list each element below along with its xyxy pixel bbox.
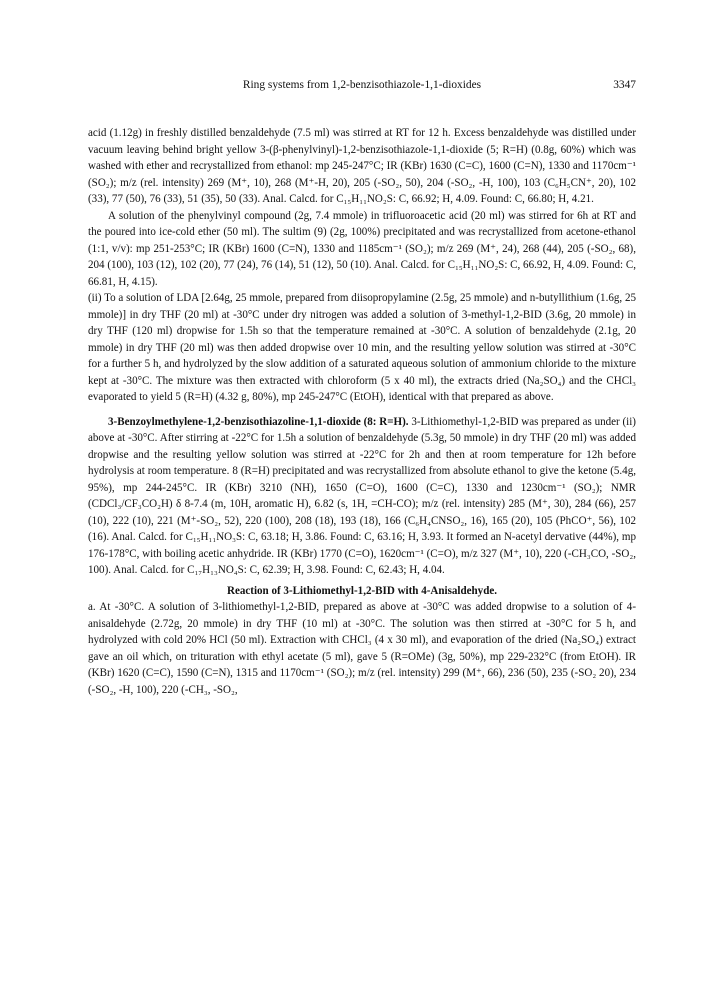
paragraph-benzoylmethylene: [88, 414, 636, 579]
subheading-anisaldehyde: Reaction of 3-Lithiomethyl-1,2-BID with 4-Anisaldehyde.: [226, 584, 498, 597]
paragraph-lda-method: (ii) To a solution of LDA [2.64g, 25 mmole, prepared from diisopropylamine (2.5g, 25 mmole) and n-butyllithium (1.6g, 25 mmole)] in dry THF (20 ml) at -30°C under dry nitrogen was added a solution of 3-methyl-1,2-BID (3.6g, 20 mmole) in dry THF (120 ml) dropwise for 1.5h so that the temperature remained at -30°C. A solution of benzaldehyde (2.1g, 20 mmole) in dry THF (20 ml) was then added dropwise over 10 min, and the resulting yellow solution was stirred at -30°C for a further 5 h, and hydrolyzed by the slow addition of a saturated aqueous solution of ammonium chloride to the mixture kept at -30°C. The mixture was then extracted with chloroform (5 x 40 ml), the extracts dried (Na₂SO₄) and the CHCl₃ evaporated to yield 5 (R=H) (4.32 g, 80%), mp 245-247°C (EtOH), identical with that prepared as above.: [88, 292, 636, 403]
article-body: [88, 125, 636, 698]
paragraph-anisaldehyde: a. At -30°C. A solution of 3-lithiomethyl-1,2-BID, prepared as above at -30°C was added dropwise to a solution of 4-anisaldehyde (2.72g, 20 mmole) in dry THF (10 ml) at -30°C. The solution was then stirred at -30°C for 5 h, and hydrolyzed with cold 20% HCl (50 ml). Extraction with CHCl₃ (4 x 30 ml), and evaporation of the dried (Na₂SO₄) extract gave an oil which, on trituration with ethyl acetate (5 ml), gave 5 (R=OMe) (3g, 50%), mp 229-232°C (from EtOH). IR (KBr) 1620 (C=C), 1590 (C=N), 1315 and 1170cm⁻¹ (SO₂); m/z (rel. intensity) 299 (M⁺, 66), 236 (50), 235 (-SO₂ 20), 234 (-SO₂, -H, 100), 220 (-CH₃, -SO₂,: [88, 601, 636, 696]
paragraph-phenylvinyl-prep: acid (1.12g) in freshly distilled benzaldehyde (7.5 ml) was stirred at RT for 12 h. Excess benzaldehyde was distilled under vacuum leaving behind bright yellow 3-(β-phenylvinyl)-1,2-benzisothiazole-1,1-dioxide (5; R=H) (0.8g, 60%) which was washed with ether and recrystallized from ethanol: mp 245-247°C; IR (KBr) 1630 (C=C), 1600 (C=N), 1330 and 1170cm⁻¹ (SO₂); m/z (rel. intensity) 269 (M⁺, 10), 268 (M⁺-H, 20), 205 (-SO₂, 50), 204 (-SO₂, -H, 100), 103 (C₆H₅CN⁺, 20), 102 (33), 77 (50), 76 (33), 51 (35), 50 (33). Anal. Calcd. for C₁₅H₁₁NO₂S: C, 66.92; H, 4.09. Found: C, 66.80; H, 4.21.: [88, 127, 636, 205]
running-title: Ring systems from 1,2-benzisothiazole-1,1-dioxides: [242, 79, 482, 91]
paragraph-benzoylmethylene-text: 3-Lithiomethyl-1,2-BID was prepared as under (ii) above at -30°C. After stirring at -22°C for 1.5h a solution of benzaldehyde (5.3g, 50 mmole) in dry THF (20 ml) was added dropwise and the resulting yellow solution was stirred at -22°C for 2h and then at room temperature for 12h before hydrolysis at room temperature. 8 (R=H) precipitated and was recrystallized from absolute ethanol to give the ketone (5.4g, 95%), mp 244-245°C. IR (KBr) 3210 (NH), 1650 (C=O), 1600 (C=C), 1330 and 1230cm⁻¹ (SO₂); NMR (CDCl₃/CF₃CO₂H) δ 8-7.4 (m, 10H, aromatic H), 6.82 (s, 1H, =CH-CO); m/z (rel. intensity) 285 (M⁺, 30), 284 (66), 257 (10), 222 (10), 221 (M⁺-SO₂, 52), 220 (100), 208 (18), 193 (18), 166 (C₆H₄CNSO₂, 16), 165 (20), 105 (PhCO⁺, 56), 102 (16). Anal. Calcd. for C₁₅H₁₁NO₃S: C, 63.18; H, 3.86. Found: C, 63.16; H, 3.93. It formed an N-acetyl dervative (44%), mp 176-178°C, with boiling acetic anhydride. IR (KBr) 1770 (C=O), 1620cm⁻¹ (C=O), m/z 327 (M⁺, 10), 220 (-CH₃CO, -SO₂, 100). Anal. Calcd. for C₁₇H₁₃NO₄S: C, 62.39; H, 3.98. Found: C, 62.43; H, 4.04.: [88, 415, 636, 576]
page-number: 3347: [613, 79, 636, 91]
running-header: [88, 79, 636, 95]
paragraph-sultim: A solution of the phenylvinyl compound (2g, 7.4 mmole) in trifluoroacetic acid (20 ml) was stirred for 6h at RT and the poured into ice-cold ether (50 ml). The sultim (9) (2g, 100%) precipitated and was recrystallized from acetone-ethanol (1:1, v/v): mp 251-253°C; IR (KBr) 1600 (C=N), 1330 and 1185cm⁻¹ (SO₂); m/z 269 (M⁺, 24), 268 (44), 205 (-SO₂, 68), 204 (100), 103 (12), 102 (20), 77 (24), 76 (14), 51 (12), 50 (10). Anal. Calcd. for C₁₅H₁₁NO₂S: C, 66.92, H, 4.09. Found: C, 66.81, H, 4.15).: [88, 209, 636, 288]
section-heading: 3-Benzoylmethylene-1,2-benzisothiazoline-1,1-dioxide (8: R=H).: [108, 415, 409, 428]
